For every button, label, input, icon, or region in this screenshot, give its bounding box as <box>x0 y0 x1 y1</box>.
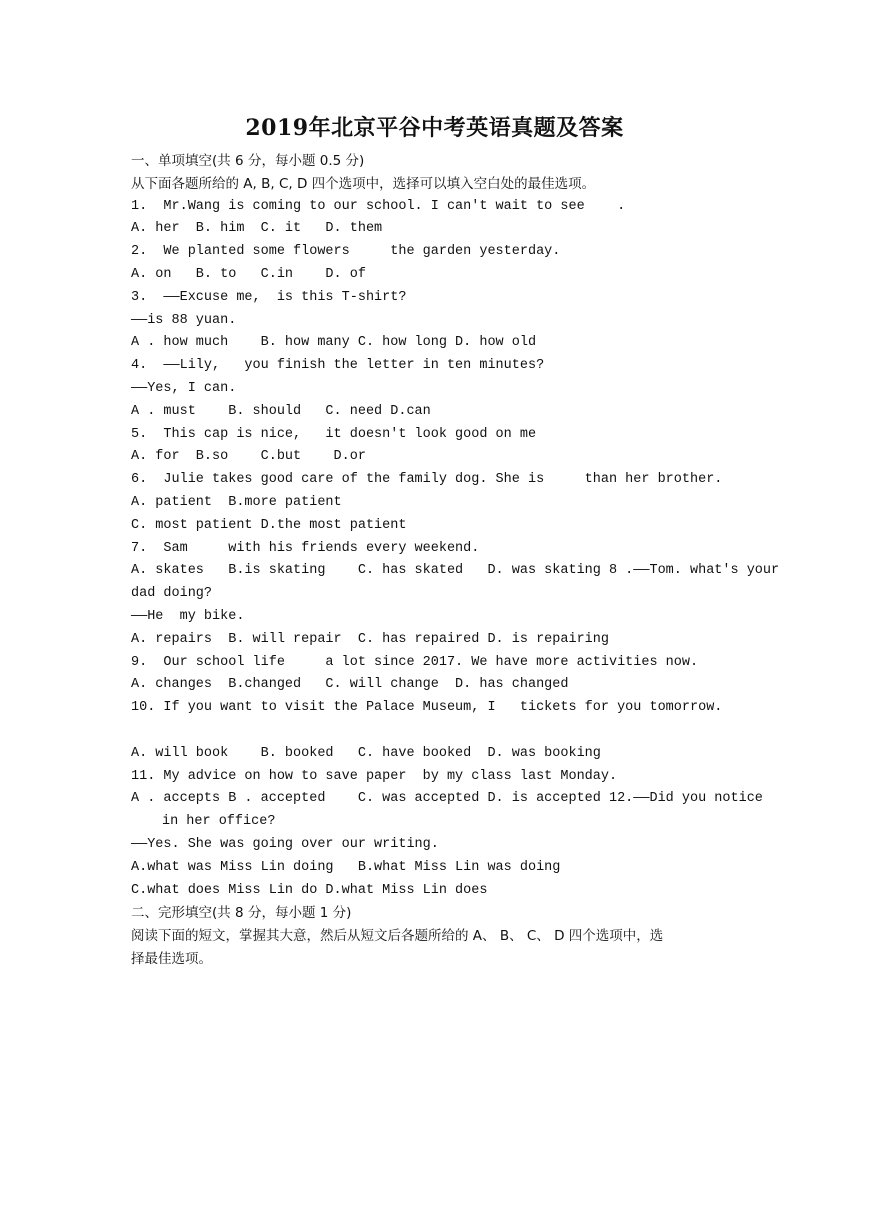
text-line-gap-1 <box>131 720 743 743</box>
text-line-q8-options: A. repairs B. will repair C. has repaired D. is repairing <box>131 631 609 647</box>
text-line-q10-options: A. will book B. booked C. have booked D. was booking <box>131 745 601 761</box>
text-line-q12-cont: in her office? <box>162 814 276 830</box>
text-line-q12-options-a: A.what was Miss Lin doing B.what Miss Lin was doing <box>131 859 561 875</box>
text-line-q3: 3. ——Excuse me, is this T-shirt? <box>131 289 407 305</box>
text-line-section-2-heading: 二、完形填空(共 8 分，每小题 1 分) <box>131 905 352 922</box>
text-line-section-2-instructions-1: 阅读下面的短文，掌握其大意，然后从短文后各题所给的 A、 B、 C、 D 四个选项中，选 <box>131 928 664 945</box>
text-line-q8-reply: ——He my bike. <box>131 608 245 624</box>
text-line-q2: 2. We planted some flowers the garden yesterday. <box>131 244 561 260</box>
text-line-q8-cont: dad doing? <box>131 586 213 602</box>
text-line-q4-options: A . must B. should C. need D.can <box>131 403 431 419</box>
text-line-q11: 11. My advice on how to save paper by my class last Monday. <box>131 768 618 784</box>
text-line-section-1-instructions: 从下面各题所给的 A, B, C, D 四个选项中，选择可以填入空白处的最佳选项。 <box>131 175 596 192</box>
text-line-q12-reply: ——Yes. She was going over our writing. <box>131 836 439 852</box>
text-line-q6-options-b: C. most patient D.the most patient <box>131 517 407 533</box>
text-line-q10: 10. If you want to visit the Palace Museum, I tickets for you tomorrow. <box>131 700 723 716</box>
text-line-q3-reply: ——is 88 yuan. <box>131 312 237 328</box>
text-line-q11-options-and-q12: A . accepts B . accepted C. was accepted D. is accepted 12.——Did you notice <box>131 791 763 807</box>
text-line-q4-reply: ——Yes, I can. <box>131 380 237 396</box>
text-line-q9: 9. Our school life a lot since 2017. We have more activities now. <box>131 654 699 670</box>
text-line-q5: 5. This cap is nice, it doesn't look good on me <box>131 426 537 442</box>
text-line-q7-options-and-q8: A. skates B.is skating C. has skated D. was skating 8 .——Tom. what's your <box>131 563 780 579</box>
text-line-q3-options: A . how much B. how many C. how long D. how old <box>131 335 537 351</box>
text-line-section-1-heading: 一、单项填空(共 6 分，每小题 0.5 分) <box>131 153 365 169</box>
text-line-q12-options-b: C.what does Miss Lin do D.what Miss Lin does <box>131 882 488 898</box>
text-line-q6-options-a: A. patient B.more patient <box>131 494 342 510</box>
text-line-q1: 1. Mr.Wang is coming to our school. I can't wait to see . <box>131 198 626 214</box>
text-line-section-2-instructions-2: 择最佳选项。 <box>131 950 212 967</box>
text-line-q7: 7. Sam with his friends every weekend. <box>131 540 480 556</box>
text-line-q4: 4. ——Lily, you finish the letter in ten minutes? <box>131 358 545 374</box>
text-line-q6: 6. Julie takes good care of the family dog. She is than her brother. <box>131 472 723 488</box>
document-title: 2019年北京平谷中考英语真题及答案 <box>245 115 624 141</box>
text-line-q5-options: A. for B.so C.but D.or <box>131 449 366 465</box>
document-body <box>131 150 780 971</box>
text-line-q9-options: A. changes B.changed C. will change D. has changed <box>131 677 569 693</box>
text-line-q1-options: A. her B. him C. it D. them <box>131 221 383 237</box>
text-line-q2-options: A. on B. to C.in D. of <box>131 266 366 282</box>
